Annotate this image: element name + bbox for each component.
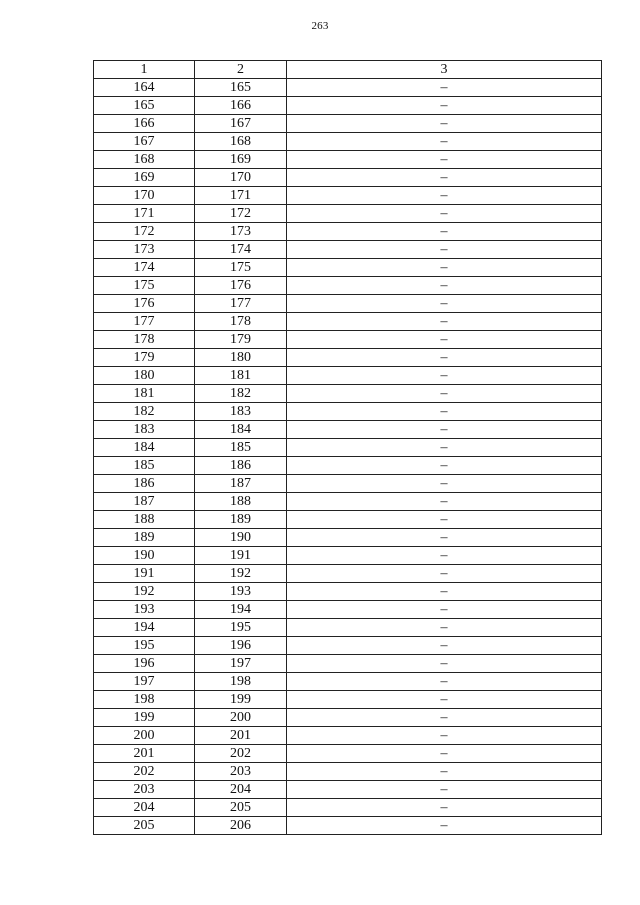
table-cell-col-1: 176 bbox=[94, 295, 195, 313]
table-cell-col-2: 187 bbox=[195, 475, 287, 493]
table-cell-col-1: 169 bbox=[94, 169, 195, 187]
table-row bbox=[94, 511, 602, 529]
table-header bbox=[94, 61, 602, 79]
table-cell-col-2: 165 bbox=[195, 79, 287, 97]
table-cell-col-1: 180 bbox=[94, 367, 195, 385]
table-row bbox=[94, 349, 602, 367]
table-row bbox=[94, 385, 602, 403]
table-cell-col-2: 175 bbox=[195, 259, 287, 277]
table-cell-col-1: 205 bbox=[94, 817, 195, 835]
table-cell-col-3: – bbox=[287, 367, 602, 385]
table-cell-col-2: 203 bbox=[195, 763, 287, 781]
table-row bbox=[94, 475, 602, 493]
table-cell-col-3: – bbox=[287, 349, 602, 367]
table-cell-col-3: – bbox=[287, 439, 602, 457]
table-cell-col-3: – bbox=[287, 241, 602, 259]
table-cell-col-2: 201 bbox=[195, 727, 287, 745]
table-row bbox=[94, 529, 602, 547]
table-row bbox=[94, 583, 602, 601]
table-row bbox=[94, 673, 602, 691]
table-cell-col-3: – bbox=[287, 223, 602, 241]
table-cell-col-2: 173 bbox=[195, 223, 287, 241]
table-row bbox=[94, 151, 602, 169]
table-cell-col-1: 192 bbox=[94, 583, 195, 601]
table-cell-col-1: 183 bbox=[94, 421, 195, 439]
table-cell-col-2: 179 bbox=[195, 331, 287, 349]
table-cell-col-1: 184 bbox=[94, 439, 195, 457]
table-row bbox=[94, 655, 602, 673]
table-cell-col-3: – bbox=[287, 637, 602, 655]
table-row bbox=[94, 205, 602, 223]
table-cell-col-3: – bbox=[287, 151, 602, 169]
table-cell-col-1: 197 bbox=[94, 673, 195, 691]
table-cell-col-2: 195 bbox=[195, 619, 287, 637]
table-cell-col-1: 172 bbox=[94, 223, 195, 241]
column-header-3: 3 bbox=[287, 61, 602, 79]
table-cell-col-1: 198 bbox=[94, 691, 195, 709]
table-cell-col-2: 192 bbox=[195, 565, 287, 583]
table-header-row bbox=[94, 61, 602, 79]
table-cell-col-3: – bbox=[287, 187, 602, 205]
table-cell-col-3: – bbox=[287, 493, 602, 511]
table-cell-col-1: 178 bbox=[94, 331, 195, 349]
table-cell-col-2: 204 bbox=[195, 781, 287, 799]
table-cell-col-3: – bbox=[287, 169, 602, 187]
table-cell-col-2: 193 bbox=[195, 583, 287, 601]
table-cell-col-1: 164 bbox=[94, 79, 195, 97]
table-cell-col-2: 200 bbox=[195, 709, 287, 727]
table-cell-col-3: – bbox=[287, 817, 602, 835]
table-cell-col-1: 188 bbox=[94, 511, 195, 529]
table-cell-col-1: 186 bbox=[94, 475, 195, 493]
table-cell-col-3: – bbox=[287, 601, 602, 619]
table-cell-col-1: 174 bbox=[94, 259, 195, 277]
table-cell-col-2: 174 bbox=[195, 241, 287, 259]
table-cell-col-3: – bbox=[287, 565, 602, 583]
table-cell-col-1: 194 bbox=[94, 619, 195, 637]
data-table bbox=[93, 60, 602, 835]
table-cell-col-2: 186 bbox=[195, 457, 287, 475]
table-row bbox=[94, 709, 602, 727]
table-row bbox=[94, 421, 602, 439]
table-row bbox=[94, 781, 602, 799]
table-row bbox=[94, 133, 602, 151]
table-row bbox=[94, 295, 602, 313]
table-cell-col-1: 166 bbox=[94, 115, 195, 133]
table-cell-col-1: 187 bbox=[94, 493, 195, 511]
table-cell-col-3: – bbox=[287, 277, 602, 295]
table-cell-col-1: 173 bbox=[94, 241, 195, 259]
table-cell-col-2: 189 bbox=[195, 511, 287, 529]
table-cell-col-3: – bbox=[287, 691, 602, 709]
table-cell-col-1: 189 bbox=[94, 529, 195, 547]
table-cell-col-1: 185 bbox=[94, 457, 195, 475]
table-cell-col-3: – bbox=[287, 475, 602, 493]
table-cell-col-1: 168 bbox=[94, 151, 195, 169]
table-cell-col-1: 167 bbox=[94, 133, 195, 151]
table-row bbox=[94, 97, 602, 115]
table-row bbox=[94, 691, 602, 709]
table-cell-col-2: 184 bbox=[195, 421, 287, 439]
table-row bbox=[94, 403, 602, 421]
table-cell-col-3: – bbox=[287, 763, 602, 781]
table-cell-col-2: 198 bbox=[195, 673, 287, 691]
table-cell-col-2: 205 bbox=[195, 799, 287, 817]
table-row bbox=[94, 241, 602, 259]
table-cell-col-1: 196 bbox=[94, 655, 195, 673]
table-cell-col-2: 199 bbox=[195, 691, 287, 709]
table-row bbox=[94, 493, 602, 511]
table-cell-col-3: – bbox=[287, 547, 602, 565]
table-cell-col-2: 190 bbox=[195, 529, 287, 547]
table-cell-col-3: – bbox=[287, 133, 602, 151]
table-cell-col-2: 168 bbox=[195, 133, 287, 151]
table-cell-col-3: – bbox=[287, 727, 602, 745]
table-cell-col-3: – bbox=[287, 313, 602, 331]
table-row bbox=[94, 619, 602, 637]
table-cell-col-2: 191 bbox=[195, 547, 287, 565]
table-cell-col-3: – bbox=[287, 781, 602, 799]
table-cell-col-1: 204 bbox=[94, 799, 195, 817]
table-cell-col-3: – bbox=[287, 457, 602, 475]
table-cell-col-2: 181 bbox=[195, 367, 287, 385]
table-body bbox=[94, 79, 602, 835]
table-cell-col-3: – bbox=[287, 79, 602, 97]
table-row bbox=[94, 313, 602, 331]
table-cell-col-2: 177 bbox=[195, 295, 287, 313]
table-cell-col-1: 191 bbox=[94, 565, 195, 583]
table-cell-col-3: – bbox=[287, 709, 602, 727]
table-cell-col-2: 202 bbox=[195, 745, 287, 763]
table-row bbox=[94, 367, 602, 385]
table-cell-col-3: – bbox=[287, 385, 602, 403]
table-cell-col-2: 178 bbox=[195, 313, 287, 331]
table-cell-col-3: – bbox=[287, 115, 602, 133]
column-header-1: 1 bbox=[94, 61, 195, 79]
table-cell-col-1: 190 bbox=[94, 547, 195, 565]
table-cell-col-1: 181 bbox=[94, 385, 195, 403]
table-row bbox=[94, 817, 602, 835]
table-cell-col-1: 200 bbox=[94, 727, 195, 745]
table-cell-col-1: 203 bbox=[94, 781, 195, 799]
table-cell-col-1: 170 bbox=[94, 187, 195, 205]
table-cell-col-2: 176 bbox=[195, 277, 287, 295]
table-cell-col-3: – bbox=[287, 673, 602, 691]
table-cell-col-1: 175 bbox=[94, 277, 195, 295]
table-cell-col-3: – bbox=[287, 583, 602, 601]
table-cell-col-2: 166 bbox=[195, 97, 287, 115]
table-cell-col-2: 169 bbox=[195, 151, 287, 169]
table-cell-col-2: 167 bbox=[195, 115, 287, 133]
table-cell-col-2: 188 bbox=[195, 493, 287, 511]
table-row bbox=[94, 637, 602, 655]
table-cell-col-3: – bbox=[287, 205, 602, 223]
table-row bbox=[94, 799, 602, 817]
table-cell-col-3: – bbox=[287, 619, 602, 637]
table-cell-col-2: 206 bbox=[195, 817, 287, 835]
table-row bbox=[94, 169, 602, 187]
table-row bbox=[94, 277, 602, 295]
table-row bbox=[94, 223, 602, 241]
table-row bbox=[94, 763, 602, 781]
table-cell-col-1: 193 bbox=[94, 601, 195, 619]
column-header-2: 2 bbox=[195, 61, 287, 79]
table-cell-col-2: 197 bbox=[195, 655, 287, 673]
table-cell-col-2: 172 bbox=[195, 205, 287, 223]
table-cell-col-3: – bbox=[287, 421, 602, 439]
table-row bbox=[94, 79, 602, 97]
table-row bbox=[94, 601, 602, 619]
table-cell-col-2: 171 bbox=[195, 187, 287, 205]
table-row bbox=[94, 727, 602, 745]
page-number: 263 bbox=[311, 20, 329, 32]
table-row bbox=[94, 565, 602, 583]
table-row bbox=[94, 331, 602, 349]
table-cell-col-2: 182 bbox=[195, 385, 287, 403]
table-cell-col-1: 165 bbox=[94, 97, 195, 115]
data-table-container bbox=[93, 60, 601, 835]
table-cell-col-3: – bbox=[287, 529, 602, 547]
table-cell-col-1: 171 bbox=[94, 205, 195, 223]
table-cell-col-2: 196 bbox=[195, 637, 287, 655]
table-row bbox=[94, 457, 602, 475]
table-cell-col-2: 170 bbox=[195, 169, 287, 187]
table-cell-col-2: 194 bbox=[195, 601, 287, 619]
table-cell-col-1: 195 bbox=[94, 637, 195, 655]
table-row bbox=[94, 439, 602, 457]
table-row bbox=[94, 187, 602, 205]
table-cell-col-3: – bbox=[287, 97, 602, 115]
table-cell-col-3: – bbox=[287, 259, 602, 277]
table-cell-col-1: 202 bbox=[94, 763, 195, 781]
table-cell-col-1: 182 bbox=[94, 403, 195, 421]
table-row bbox=[94, 745, 602, 763]
table-cell-col-3: – bbox=[287, 745, 602, 763]
table-row bbox=[94, 115, 602, 133]
table-cell-col-3: – bbox=[287, 799, 602, 817]
table-cell-col-2: 185 bbox=[195, 439, 287, 457]
table-cell-col-3: – bbox=[287, 511, 602, 529]
table-cell-col-1: 177 bbox=[94, 313, 195, 331]
table-cell-col-3: – bbox=[287, 655, 602, 673]
table-cell-col-1: 179 bbox=[94, 349, 195, 367]
table-row bbox=[94, 547, 602, 565]
table-cell-col-2: 180 bbox=[195, 349, 287, 367]
table-cell-col-3: – bbox=[287, 295, 602, 313]
table-cell-col-3: – bbox=[287, 331, 602, 349]
table-cell-col-1: 199 bbox=[94, 709, 195, 727]
table-row bbox=[94, 259, 602, 277]
table-cell-col-3: – bbox=[287, 403, 602, 421]
table-cell-col-1: 201 bbox=[94, 745, 195, 763]
table-cell-col-2: 183 bbox=[195, 403, 287, 421]
